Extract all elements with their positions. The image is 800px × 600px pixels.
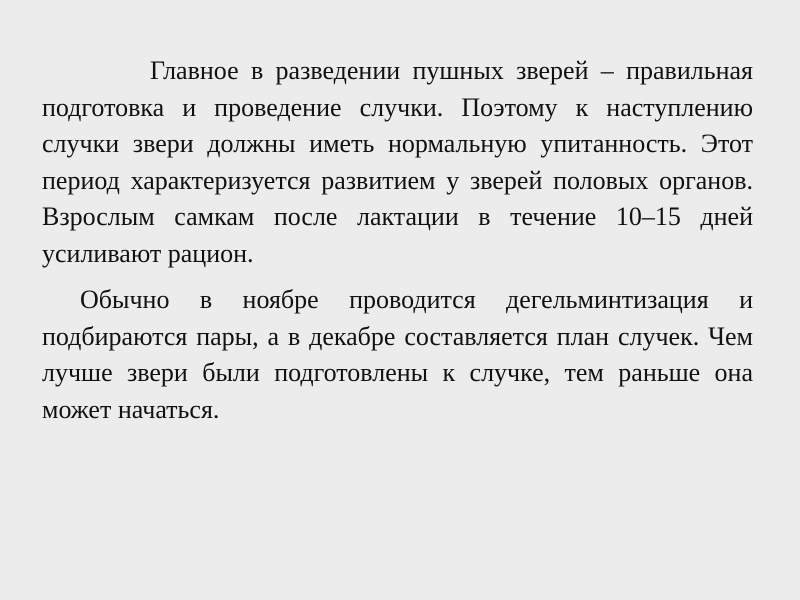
slide-text-block: [42, 53, 753, 428]
paragraph-1: Главное в разведении пушных зверей – правильная подготовка и проведение случки. Поэтому к наступлению случки звери должны иметь нормальную упитанность. Этот период характеризуется развитием у зверей половых органов. Взрослым самкам после лактации в течение 10–15 дней усиливают рацион.: [42, 56, 753, 268]
paragraph-2: Обычно в ноябре проводится дегельминтизация и подбираются пары, а в декабре составляется план случек. Чем лучше звери были подготовлены к случке, тем раньше она может начаться.: [42, 285, 753, 424]
